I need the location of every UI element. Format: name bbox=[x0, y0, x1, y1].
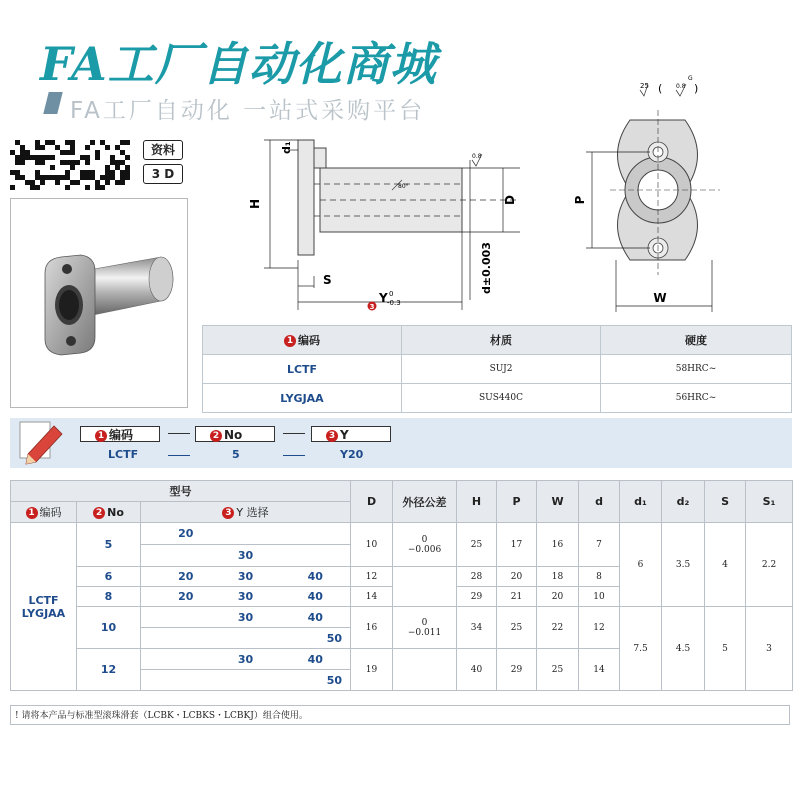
material-table: 1 编码 材质 硬度 LCTF SUJ2 58HRC~ LYGJAA SUS440C 56HRC~ bbox=[202, 325, 792, 413]
th-code: 编码 bbox=[298, 334, 320, 347]
th-od-tolerance: 外径公差 bbox=[393, 481, 457, 523]
separator bbox=[168, 433, 190, 434]
th-hardness: 硬度 bbox=[601, 326, 792, 355]
th-P: P bbox=[497, 481, 537, 523]
th-S1: S₁ bbox=[746, 481, 793, 523]
svg-text:0: 0 bbox=[389, 290, 394, 298]
chamfer-angle: 80° bbox=[398, 183, 409, 190]
th-H: H bbox=[457, 481, 497, 523]
th-d2: d₂ bbox=[662, 481, 705, 523]
product-photo bbox=[10, 198, 188, 408]
th-model: 型号 bbox=[11, 481, 351, 502]
th-d1: d₁ bbox=[620, 481, 662, 523]
order-no-box: 2 No bbox=[195, 426, 275, 442]
flanged-bushing-image bbox=[11, 199, 187, 407]
spec-table: 型号 D 外径公差 H P W d d₁ d₂ S S₁ 1 编码 2 No 3 Y 选择 LCTF LYGJAA 5 20 10 0 −0.006 25 17 16 7 6 3.5 4 2.2 30 6 20 30 40 12 28 20 18 8 8 20 30 40 14 29 21 20 10 10 30 40 16 0 −0.011 34 25 22 12 7.5 4.5 5 3 50 12 30 40 19 40 29 25 14 50 bbox=[10, 480, 793, 691]
separator bbox=[283, 433, 305, 434]
dim-s: S bbox=[323, 273, 332, 287]
th-material: 材质 bbox=[402, 326, 601, 355]
side-view-drawing bbox=[250, 140, 540, 310]
table-row: LCTF LYGJAA 5 20 10 0 −0.006 25 17 16 7 6 3.5 4 2.2 bbox=[11, 523, 793, 545]
th-y-select: Y 选择 bbox=[236, 506, 269, 519]
material-row: LYGJAA SUS440C 56HRC~ bbox=[203, 384, 792, 413]
order-code-value: LCTF bbox=[108, 448, 139, 461]
dim-d-tolerance: d±0.003 bbox=[480, 242, 493, 294]
th-code: 编码 bbox=[39, 506, 62, 519]
dim-d1: d₁ bbox=[280, 141, 293, 154]
dim-p: P bbox=[573, 195, 587, 205]
th-d: d bbox=[579, 481, 620, 523]
table-row: 8 20 30 40 14 29 21 20 10 bbox=[11, 587, 793, 607]
code-cell[interactable]: LCTF LYGJAA bbox=[11, 523, 77, 691]
dim-w: W bbox=[653, 291, 667, 305]
catalog-button[interactable]: 资料 bbox=[143, 140, 183, 160]
table-row: 10 30 40 16 0 −0.011 34 25 22 12 7.5 4.5 5 3 bbox=[11, 607, 793, 628]
table-row: 6 20 30 40 12 28 20 18 8 bbox=[11, 567, 793, 587]
qr-code[interactable] bbox=[10, 140, 130, 190]
roughness-mark: 0.8 bbox=[472, 153, 482, 160]
order-y-value: Y20 bbox=[340, 448, 364, 461]
table-row: 50 bbox=[11, 628, 793, 649]
svg-text:): ) bbox=[694, 82, 699, 95]
svg-text:-0.3: -0.3 bbox=[387, 299, 401, 307]
dim-y: Y bbox=[379, 291, 388, 305]
separator bbox=[283, 455, 305, 456]
pencil-icon bbox=[18, 420, 64, 464]
mount-boss bbox=[314, 148, 326, 168]
banner-subtitle: FA工厂自动化 一站式采购平台 bbox=[70, 98, 426, 124]
dim-h: H bbox=[248, 198, 262, 210]
dim-big-d: D bbox=[503, 195, 517, 205]
usage-note: ! 请将本产品与标准型滚珠滑套（LCBK・LCBKS・LCBKJ）组合使用。 bbox=[10, 705, 790, 725]
svg-text:(: ( bbox=[658, 82, 663, 95]
separator bbox=[168, 455, 190, 456]
svg-text:3: 3 bbox=[369, 303, 375, 311]
th-S: S bbox=[705, 481, 746, 523]
code-cell[interactable]: LCTF bbox=[203, 355, 402, 384]
th-W: W bbox=[537, 481, 579, 523]
material-row: LCTF SUJ2 58HRC~ bbox=[203, 355, 792, 384]
order-code-box: 1 编码 bbox=[80, 426, 160, 442]
table-row: 30 bbox=[11, 545, 793, 567]
front-view-drawing bbox=[570, 70, 795, 315]
roughness-25: 25 bbox=[640, 82, 649, 90]
svg-text:0.8: 0.8 bbox=[676, 83, 686, 90]
table-row: 12 30 40 19 40 29 25 14 bbox=[11, 649, 793, 670]
3d-button[interactable]: 3 D bbox=[143, 164, 183, 184]
order-no-value: 5 bbox=[232, 448, 240, 461]
code-cell[interactable]: LYGJAA bbox=[203, 384, 402, 413]
table-row: 50 bbox=[11, 670, 793, 691]
th-D: D bbox=[351, 481, 393, 523]
flange-outline bbox=[298, 140, 314, 255]
banner-title: FA工厂自动化商城 bbox=[40, 37, 437, 91]
order-y-box: 3 Y bbox=[311, 426, 391, 442]
th-no: No bbox=[107, 505, 124, 519]
svg-text:G: G bbox=[688, 75, 693, 82]
